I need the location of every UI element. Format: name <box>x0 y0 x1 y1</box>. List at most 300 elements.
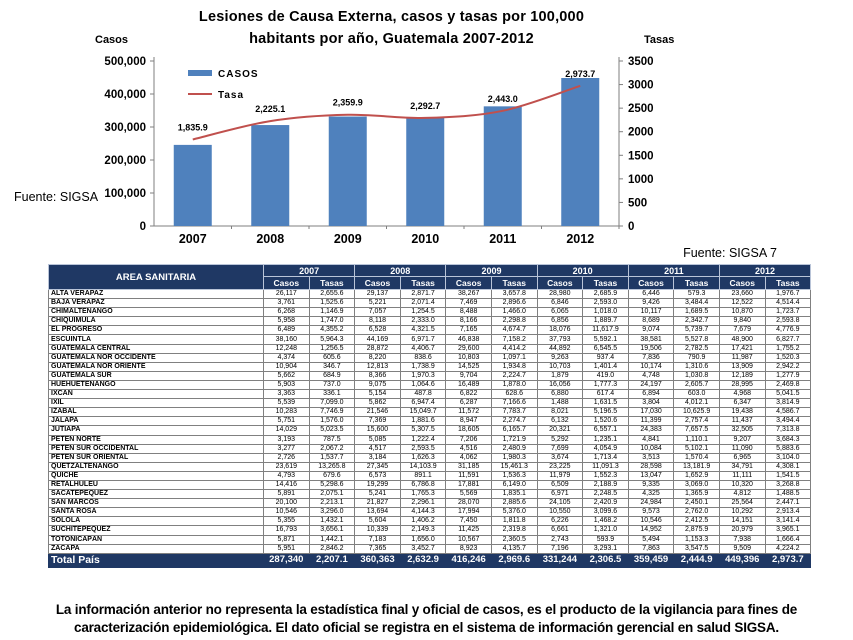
table-row <box>49 408 811 417</box>
value-cell: 1,889.7 <box>583 317 629 326</box>
value-cell: 8,366 <box>355 371 401 380</box>
area-name-cell: GUATEMALA SUR <box>49 371 264 380</box>
value-cell: 1,235.1 <box>583 435 629 444</box>
value-cell: 1,030.8 <box>674 371 720 380</box>
table-row <box>49 453 811 462</box>
value-cell: 3,684.3 <box>765 435 811 444</box>
value-cell: 1,520.3 <box>765 353 811 362</box>
column-header-area-sanitaria: AREA SANITARIA <box>49 265 264 290</box>
value-cell: 1,401.4 <box>583 362 629 371</box>
area-name-cell: ESCUINTLA <box>49 335 264 344</box>
value-cell: 8,689 <box>628 317 674 326</box>
value-cell: 1,879 <box>537 371 583 380</box>
column-header-tasas: Tasas <box>491 277 537 290</box>
value-cell: 2,342.7 <box>674 317 720 326</box>
value-cell: 11,399 <box>628 417 674 426</box>
value-cell: 6,573 <box>355 471 401 480</box>
fuente-sigsa-label: Fuente: SIGSA <box>14 190 99 204</box>
value-cell: 1,536.3 <box>491 471 537 480</box>
value-cell: 7,313.8 <box>765 426 811 435</box>
value-cell: 5,241 <box>355 490 401 499</box>
casos-bar <box>174 145 212 226</box>
value-cell: 3,104.0 <box>765 453 811 462</box>
value-cell: 19,438 <box>719 408 765 417</box>
tasa-line <box>193 86 581 140</box>
value-cell: 7,166.6 <box>491 399 537 408</box>
value-cell: 4,748 <box>628 371 674 380</box>
value-cell: 14,416 <box>264 480 310 489</box>
table-row <box>49 371 811 380</box>
value-cell: 20,100 <box>264 499 310 508</box>
value-cell: 6,509 <box>537 480 583 489</box>
value-cell: 17,994 <box>446 508 492 517</box>
column-header-year: 2012 <box>719 265 810 277</box>
value-cell: 8,118 <box>355 317 401 326</box>
value-cell: 2,875.9 <box>674 526 720 535</box>
value-cell: 7,158.2 <box>491 335 537 344</box>
bar-line-chart <box>88 55 673 265</box>
value-cell: 32,505 <box>719 426 765 435</box>
value-cell: 346.7 <box>309 362 355 371</box>
area-name-cell: SAN MARCOS <box>49 499 264 508</box>
area-name-cell: GUATEMALA NOR ORIENTE <box>49 362 264 371</box>
table-row <box>49 353 811 362</box>
value-cell: 2,444.9 <box>674 553 720 567</box>
value-cell: 2,942.2 <box>765 362 811 371</box>
casos-bar <box>329 117 367 226</box>
left-axis-tick-label: 300,000 <box>104 122 146 134</box>
value-cell: 891.1 <box>400 471 446 480</box>
value-cell: 17,881 <box>446 480 492 489</box>
chart-canvas <box>88 55 673 260</box>
value-cell: 3,804 <box>628 399 674 408</box>
table-row <box>49 517 811 526</box>
value-cell: 17,030 <box>628 408 674 417</box>
casos-bar <box>251 125 289 226</box>
right-axis-tick-label: 3500 <box>628 56 654 68</box>
value-cell: 9,074 <box>628 326 674 335</box>
value-cell: 1,520.6 <box>583 417 629 426</box>
value-cell: 9,704 <box>446 371 492 380</box>
value-cell: 23,660 <box>719 290 765 299</box>
column-header-tasas: Tasas <box>765 277 811 290</box>
value-cell: 5,307.5 <box>400 426 446 435</box>
value-cell: 9,335 <box>628 480 674 489</box>
value-cell: 5,527.8 <box>674 335 720 344</box>
table-row <box>49 380 811 389</box>
value-cell: 1,365.9 <box>674 490 720 499</box>
right-axis-tick-label: 0 <box>628 221 635 233</box>
value-cell: 11,591 <box>446 471 492 480</box>
value-cell: 3,484.4 <box>674 299 720 308</box>
value-cell: 360,363 <box>355 553 401 567</box>
value-cell: 1,934.8 <box>491 362 537 371</box>
value-cell: 31,185 <box>446 462 492 471</box>
value-cell: 25,564 <box>719 499 765 508</box>
value-cell: 6,856 <box>537 317 583 326</box>
area-name-cell: JALAPA <box>49 417 264 426</box>
value-cell: 21,546 <box>355 408 401 417</box>
value-cell: 3,277 <box>264 444 310 453</box>
value-cell: 3,965.1 <box>765 526 811 535</box>
area-name-cell: ALTA VERAPAZ <box>49 290 264 299</box>
value-cell: 6,287 <box>446 399 492 408</box>
value-cell: 1,432.1 <box>309 517 355 526</box>
right-axis-tick-label: 3000 <box>628 79 654 92</box>
value-cell: 14,952 <box>628 526 674 535</box>
value-cell: 4,054.9 <box>583 444 629 453</box>
value-cell: 27,345 <box>355 462 401 471</box>
value-cell: 28,995 <box>719 380 765 389</box>
value-cell: 6,947.4 <box>400 399 446 408</box>
legend-tasa-label: Tasa <box>218 90 245 101</box>
column-header-tasas: Tasas <box>400 277 446 290</box>
value-cell: 10,174 <box>628 362 674 371</box>
value-cell: 18,076 <box>537 326 583 335</box>
value-cell: 5,539 <box>264 399 310 408</box>
value-cell: 3,099.6 <box>583 508 629 517</box>
column-header-year: 2010 <box>537 265 628 277</box>
value-cell: 10,283 <box>264 408 310 417</box>
value-cell: 11,091.3 <box>583 462 629 471</box>
value-cell: 9,263 <box>537 353 583 362</box>
value-cell: 3,184 <box>355 453 401 462</box>
value-cell: 6,822 <box>446 390 492 399</box>
value-cell: 4,012.1 <box>674 399 720 408</box>
value-cell: 8,021 <box>537 408 583 417</box>
value-cell: 419.0 <box>583 371 629 380</box>
casos-bar <box>406 118 444 226</box>
value-cell: 684.9 <box>309 371 355 380</box>
value-cell: 4,135.7 <box>491 544 537 553</box>
value-cell: 416,246 <box>446 553 492 567</box>
value-cell: 4,776.9 <box>765 326 811 335</box>
value-cell: 11,987 <box>719 353 765 362</box>
table-row <box>49 362 811 371</box>
value-cell: 2,248.5 <box>583 490 629 499</box>
value-cell: 5,871 <box>264 535 310 544</box>
value-cell: 4,414.2 <box>491 344 537 353</box>
value-cell: 2,306.5 <box>583 553 629 567</box>
value-cell: 3,674 <box>537 453 583 462</box>
value-cell: 17,421 <box>719 344 765 353</box>
value-cell: 2,593.8 <box>765 317 811 326</box>
column-header-tasas: Tasas <box>583 277 629 290</box>
value-cell: 4,812 <box>719 490 765 499</box>
value-cell: 24,383 <box>628 426 674 435</box>
value-cell: 2,913.4 <box>765 508 811 517</box>
value-cell: 3,363 <box>264 390 310 399</box>
value-cell: 6,165.7 <box>491 426 537 435</box>
right-axis-tick-label: 1500 <box>628 150 654 163</box>
value-cell: 7,699 <box>537 444 583 453</box>
value-cell: 2,207.1 <box>309 553 355 567</box>
area-name-cell: SANTA ROSA <box>49 508 264 517</box>
value-cell: 10,546 <box>264 508 310 517</box>
table-row <box>49 417 811 426</box>
value-cell: 1,721.9 <box>491 435 537 444</box>
value-cell: 2,782.5 <box>674 344 720 353</box>
value-cell: 4,517 <box>355 444 401 453</box>
value-cell: 2,743 <box>537 535 583 544</box>
table-row <box>49 499 811 508</box>
value-cell: 2,973.7 <box>765 553 811 567</box>
column-header-casos: Casos <box>355 277 401 290</box>
value-cell: 10,320 <box>719 480 765 489</box>
value-cell: 7,365 <box>355 544 401 553</box>
value-cell: 5,862 <box>355 399 401 408</box>
column-header-year: 2007 <box>264 265 355 277</box>
column-header-year: 2008 <box>355 265 446 277</box>
value-cell: 2,896.6 <box>491 299 537 308</box>
value-cell: 2,075.1 <box>309 490 355 499</box>
value-cell: 13,694 <box>355 508 401 517</box>
value-cell: 5,569 <box>446 490 492 499</box>
value-cell: 9,426 <box>628 299 674 308</box>
tasa-data-label: 2,292.7 <box>410 100 441 111</box>
value-cell: 2,969.6 <box>491 553 537 567</box>
value-cell: 6,661 <box>537 526 583 535</box>
value-cell: 8,166 <box>446 317 492 326</box>
value-cell: 3,513 <box>628 453 674 462</box>
value-cell: 1,525.6 <box>309 299 355 308</box>
value-cell: 1,110.1 <box>674 435 720 444</box>
value-cell: 4,841 <box>628 435 674 444</box>
value-cell: 7,657.5 <box>674 426 720 435</box>
value-cell: 9,573 <box>628 508 674 517</box>
table-row <box>49 526 811 535</box>
value-cell: 1,666.4 <box>765 535 811 544</box>
value-cell: 6,786.8 <box>400 480 446 489</box>
value-cell: 5,739.7 <box>674 326 720 335</box>
value-cell: 487.8 <box>400 390 446 399</box>
value-cell: 7,196 <box>537 544 583 553</box>
value-cell: 38,581 <box>628 335 674 344</box>
value-cell: 12,248 <box>264 344 310 353</box>
table-row <box>49 480 811 489</box>
value-cell: 1,064.6 <box>400 380 446 389</box>
table-row <box>49 335 811 344</box>
value-cell: 6,971.7 <box>400 335 446 344</box>
value-cell: 1,468.2 <box>583 517 629 526</box>
value-cell: 579.3 <box>674 290 720 299</box>
value-cell: 1,406.2 <box>400 517 446 526</box>
value-cell: 10,870 <box>719 308 765 317</box>
value-cell: 7,836 <box>628 353 674 362</box>
value-cell: 1,747.0 <box>309 317 355 326</box>
value-cell: 3,141.4 <box>765 517 811 526</box>
value-cell: 11,437 <box>719 417 765 426</box>
value-cell: 8,220 <box>355 353 401 362</box>
value-cell: 10,550 <box>537 508 583 517</box>
left-axis-tick-label: 200,000 <box>104 155 146 167</box>
right-axis-tick-label: 2000 <box>628 126 654 139</box>
value-cell: 24,984 <box>628 499 674 508</box>
value-cell: 1,321.0 <box>583 526 629 535</box>
column-header-casos: Casos <box>719 277 765 290</box>
value-cell: 1,097.1 <box>491 353 537 362</box>
value-cell: 2,846.2 <box>309 544 355 553</box>
value-cell: 1,652.9 <box>674 471 720 480</box>
value-cell: 16,056 <box>537 380 583 389</box>
area-name-cell: EL PROGRESO <box>49 326 264 335</box>
value-cell: 603.0 <box>674 390 720 399</box>
value-cell: 9,075 <box>355 380 401 389</box>
value-cell: 7,057 <box>355 308 401 317</box>
value-cell: 1,146.9 <box>309 308 355 317</box>
value-cell: 10,084 <box>628 444 674 453</box>
value-cell: 6,971 <box>537 490 583 499</box>
footer-note-line-1: La información anterior no representa la estadística final y oficial de casos, es el producto de la vigilancia para fines de <box>55 602 798 617</box>
value-cell: 3,268.8 <box>765 480 811 489</box>
value-cell: 10,567 <box>446 535 492 544</box>
value-cell: 29,600 <box>446 344 492 353</box>
value-cell: 2,450.1 <box>674 499 720 508</box>
right-axis-tick-label: 2500 <box>628 103 654 116</box>
value-cell: 336.1 <box>309 390 355 399</box>
tasa-data-label: 2,359.9 <box>332 97 363 108</box>
value-cell: 2,726 <box>264 453 310 462</box>
value-cell: 16,489 <box>446 380 492 389</box>
page-title-line-2: habitants por año, Guatemala 2007-2012 <box>249 30 534 47</box>
table-row <box>49 544 811 553</box>
value-cell: 2,885.6 <box>491 499 537 508</box>
value-cell: 15,049.7 <box>400 408 446 417</box>
area-name-cell: PETÉN SUR ORIENTAL <box>49 453 264 462</box>
value-cell: 5,964.3 <box>309 335 355 344</box>
area-name-cell: SUCHITEPÉQUEZ <box>49 526 264 535</box>
value-cell: 1,256.5 <box>309 344 355 353</box>
column-header-tasas: Tasas <box>674 277 720 290</box>
table-row <box>49 308 811 317</box>
value-cell: 1,018.0 <box>583 308 629 317</box>
value-cell: 10,292 <box>719 508 765 517</box>
value-cell: 1,570.4 <box>674 453 720 462</box>
area-name-cell: GUATEMALA CENTRAL <box>49 344 264 353</box>
area-name-cell: QUETZALTENANGO <box>49 462 264 471</box>
right-axis-tick-label: 1000 <box>628 173 654 186</box>
area-name-cell: PETÉN SUR OCCIDENTAL <box>49 444 264 453</box>
value-cell: 2,447.1 <box>765 499 811 508</box>
value-cell: 8,947 <box>446 417 492 426</box>
value-cell: 4,406.7 <box>400 344 446 353</box>
value-cell: 44,169 <box>355 335 401 344</box>
value-cell: 1,881.6 <box>400 417 446 426</box>
value-cell: 1,689.5 <box>674 308 720 317</box>
value-cell: 1,541.5 <box>765 471 811 480</box>
value-cell: 6,149.0 <box>491 480 537 489</box>
value-cell: 4,308.1 <box>765 462 811 471</box>
column-header-casos: Casos <box>264 277 310 290</box>
value-cell: 5,891 <box>264 490 310 499</box>
value-cell: 1,835.1 <box>491 490 537 499</box>
value-cell: 3,656.1 <box>309 526 355 535</box>
value-cell: 10,117 <box>628 308 674 317</box>
value-cell: 2,319.8 <box>491 526 537 535</box>
value-cell: 6,446 <box>628 290 674 299</box>
value-cell: 2,224.7 <box>491 371 537 380</box>
value-cell: 7,679 <box>719 326 765 335</box>
area-name-cell: IXCÁN <box>49 390 264 399</box>
value-cell: 449,396 <box>719 553 765 567</box>
value-cell: 4,793 <box>264 471 310 480</box>
value-cell: 1,970.3 <box>400 371 446 380</box>
area-name-cell: QUICHÉ <box>49 471 264 480</box>
value-cell: 5,154 <box>355 390 401 399</box>
table-header-years-row <box>49 265 811 277</box>
value-cell: 3,494.4 <box>765 417 811 426</box>
value-cell: 9,509 <box>719 544 765 553</box>
value-cell: 20,321 <box>537 426 583 435</box>
value-cell: 7,165 <box>446 326 492 335</box>
area-name-cell: SOLOLÁ <box>49 517 264 526</box>
value-cell: 38,267 <box>446 290 492 299</box>
value-cell: 4,968 <box>719 390 765 399</box>
total-row <box>49 553 811 567</box>
value-cell: 2,685.9 <box>583 290 629 299</box>
value-cell: 1,765.3 <box>400 490 446 499</box>
value-cell: 4,321.5 <box>400 326 446 335</box>
left-axis-tick-label: 400,000 <box>104 89 146 101</box>
value-cell: 24,105 <box>537 499 583 508</box>
value-cell: 3,069.0 <box>674 480 720 489</box>
value-cell: 11,425 <box>446 526 492 535</box>
value-cell: 4,224.2 <box>765 544 811 553</box>
value-cell: 4,062 <box>446 453 492 462</box>
area-name-cell: HUEHUETENANGO <box>49 380 264 389</box>
tasa-data-label: 2,973.7 <box>565 68 596 79</box>
value-cell: 7,369 <box>355 417 401 426</box>
table-row <box>49 317 811 326</box>
value-cell: 3,452.7 <box>400 544 446 553</box>
value-cell: 16,793 <box>264 526 310 535</box>
value-cell: 11,979 <box>537 471 583 480</box>
value-cell: 8,923 <box>446 544 492 553</box>
value-cell: 12,813 <box>355 362 401 371</box>
value-cell: 10,703 <box>537 362 583 371</box>
value-cell: 14,525 <box>446 362 492 371</box>
area-name-cell: CHIMALTENANGO <box>49 308 264 317</box>
value-cell: 617.4 <box>583 390 629 399</box>
value-cell: 19,506 <box>628 344 674 353</box>
casos-bar <box>484 106 522 226</box>
value-cell: 2,071.4 <box>400 299 446 308</box>
value-cell: 2,296.1 <box>400 499 446 508</box>
value-cell: 15,461.3 <box>491 462 537 471</box>
value-cell: 14,029 <box>264 426 310 435</box>
column-header-casos: Casos <box>537 277 583 290</box>
value-cell: 11,111 <box>719 471 765 480</box>
value-cell: 1,626.3 <box>400 453 446 462</box>
value-cell: 11,090 <box>719 444 765 453</box>
value-cell: 1,222.4 <box>400 435 446 444</box>
column-header-tasas: Tasas <box>309 277 355 290</box>
value-cell: 737.0 <box>309 380 355 389</box>
value-cell: 5,662 <box>264 371 310 380</box>
data-table <box>48 264 811 568</box>
value-cell: 679.6 <box>309 471 355 480</box>
value-cell: 7,206 <box>446 435 492 444</box>
value-cell: 2,632.9 <box>400 553 446 567</box>
value-cell: 1,254.5 <box>400 308 446 317</box>
value-cell: 29,137 <box>355 290 401 299</box>
table-row <box>49 508 811 517</box>
value-cell: 48,900 <box>719 335 765 344</box>
footer-note-line-2: caracterización epidemiológica. El dato oficial se registra en el sistema de información gerencial en salud SIGSA. <box>74 620 779 636</box>
column-header-year: 2011 <box>628 265 719 277</box>
value-cell: 5,085 <box>355 435 401 444</box>
value-cell: 10,904 <box>264 362 310 371</box>
